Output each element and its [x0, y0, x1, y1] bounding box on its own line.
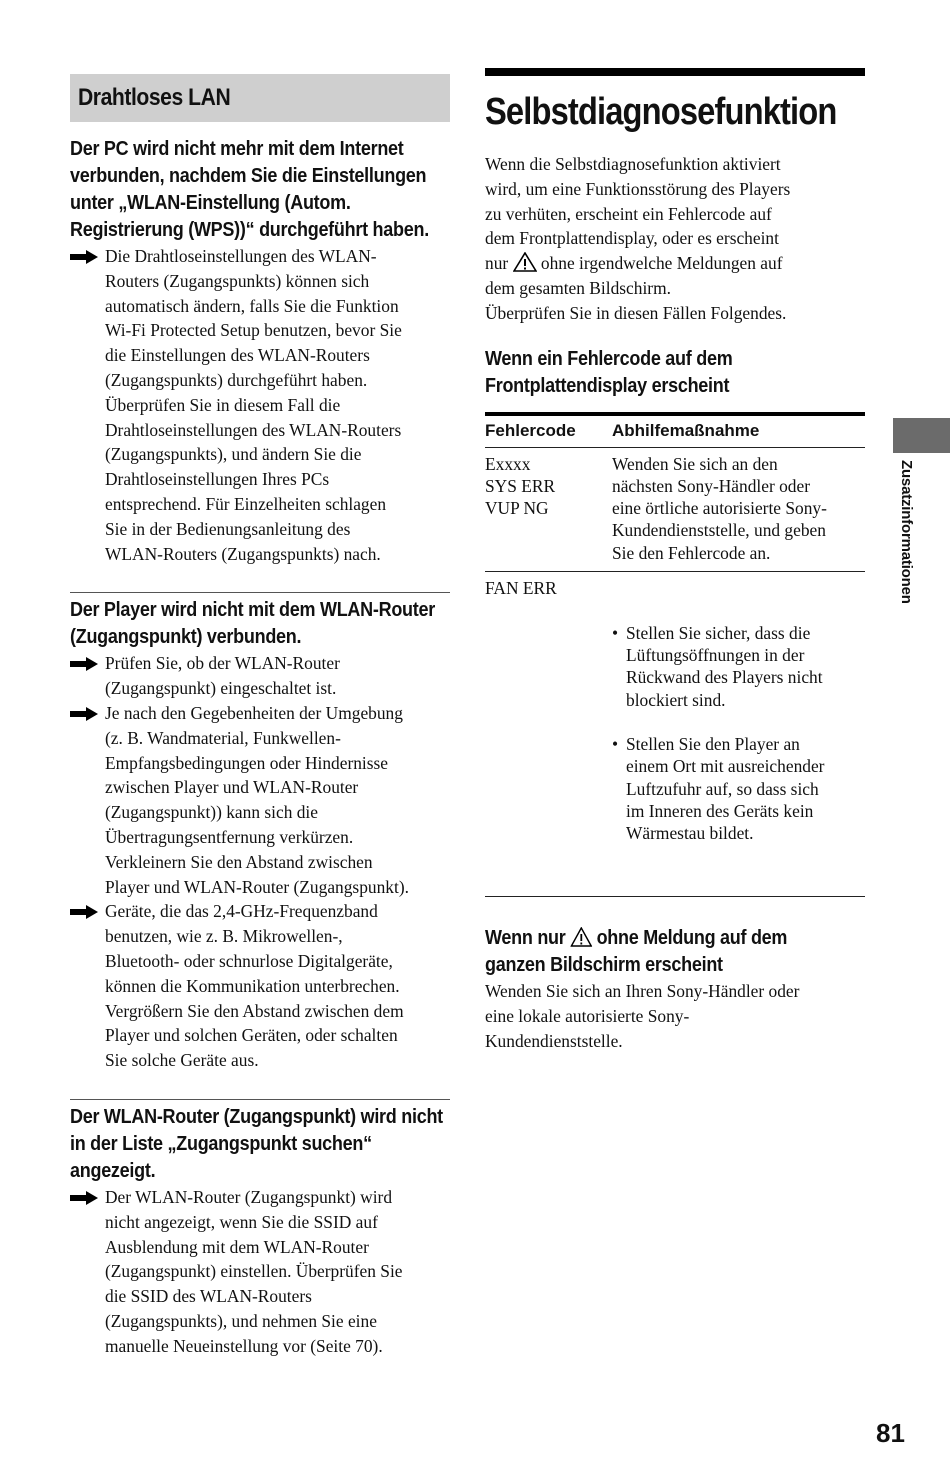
arrow-right-icon — [70, 1185, 105, 1209]
subhead2-text-2: ohne Meldung auf dem — [591, 927, 788, 950]
arrow-right-icon — [70, 651, 105, 675]
table-row — [485, 447, 865, 571]
answer-text: Die Drahtloseinstellungen des WLAN- Routers (Zugangspunkts) können sich automatisch ändern, falls Sie die Funktion Wi-Fi Protected Setup benutzen, bevor Sie die Einstellungen des WLAN-Routers (Zugangspunkts) durchgeführt haben. Überprüfen Sie in diesem Fall die Drahtloseinstellungen des WLAN-Routers (Zugangspunkts), und ändern Sie die Drahtloseinstellungen Ihres PCs entsprechend. Für Einzelheiten schlagen Sie in der Bedienungsanleitung des WLAN-Routers (Zugangspunkts) nach. — [105, 246, 402, 564]
error-table — [485, 412, 865, 898]
faq-item — [70, 1099, 450, 1359]
side-label — [893, 460, 923, 630]
remedy-list — [612, 599, 865, 867]
left-column — [70, 74, 450, 1358]
faq-item — [70, 136, 450, 566]
warning-triangle-icon — [570, 927, 592, 947]
subhead2-text-1: Wenn nur — [485, 927, 571, 950]
arrow-right-icon — [70, 899, 105, 923]
answer — [70, 1185, 450, 1359]
page-title: Selbstdiagnosefunktion — [485, 91, 837, 133]
list-item: • Stellen Sie den Player an einem Ort mit ausreichender Luftzufuhr auf, so dass sich im Inneren des Geräts kein Wärmestau bildet. — [612, 733, 865, 844]
list-item: • Stellen Sie sicher, dass die Lüftungsöffnungen in der Rückwand des Players nicht blockiert sind. — [612, 622, 865, 711]
faq-item — [70, 592, 450, 1073]
table-row — [485, 572, 865, 897]
side-tab-marker — [893, 418, 950, 453]
answer — [70, 651, 450, 701]
section-title: Drahtloses LAN — [78, 84, 231, 111]
answer-text: Der WLAN-Router (Zugangspunkt) wird nicht angezeigt, wenn Sie die SSID auf Ausblendung mit dem WLAN-Router (Zugangspunkt) einstellen. Überprüfen Sie die SSID des WLAN-Routers (Zugangspunkts), und nehmen Sie eine manuelle Neueinstellung vor (Seite 70). — [105, 1186, 403, 1356]
intro-text-2: ohne irgendwelche Meldungen auf dem gesamten Bildschirm. Überprüfen Sie in diesen Fällen Folgendes. — [485, 253, 787, 323]
remedy-cell: Wenden Sie sich an den nächsten Sony-Händler oder eine örtliche autorisierte Sony- Kundendienststelle, und geben Sie den Fehlercode an. — [612, 447, 865, 571]
right-column — [485, 68, 865, 1054]
subheading-error-code: Wenn ein Fehlercode auf dem Frontplattendisplay erscheint — [485, 347, 733, 397]
warning-triangle-icon — [513, 252, 537, 272]
answer-text: Je nach den Gegebenheiten der Umgebung (z. B. Wandmaterial, Funkwellen- Empfangsbedingungen oder Hindernisse zwischen Player und WLAN-Router (Zugangspunkt)) kann sich die Übertragungsentfernung verkürzen. Verkleinern Sie den Abstand zwischen Player und WLAN-Router (Zugangspunkt). — [105, 702, 409, 897]
error-code-cell: FAN ERR — [485, 572, 612, 897]
question-heading: Der WLAN-Router (Zugangspunkt) wird nicht in der Liste „Zugangspunkt suchen“ angezeigt. — [70, 1105, 443, 1182]
page-number: 81 — [876, 1418, 905, 1448]
table-header-row — [485, 414, 865, 448]
subheading-warning-only — [485, 925, 865, 979]
answer-text: Geräte, die das 2,4-GHz-Frequenzband benutzen, wie z. B. Mikrowellen-, Bluetooth- oder schnurlose Digitalgeräte, können die Kommunikation unterbrechen. Vergrößern Sie den Abstand zwischen dem Player und solchen Geräten, oder schalten Sie solche Geräte aus. — [105, 901, 404, 1071]
answer-text: Prüfen Sie, ob der WLAN-Router (Zugangspunkt) eingeschaltet ist. — [105, 653, 340, 699]
arrow-right-icon — [70, 701, 105, 725]
question-heading: Der Player wird nicht mit dem WLAN-Router (Zugangspunkt) verbunden. — [70, 599, 435, 649]
contact-paragraph: Wenden Sie sich an Ihren Sony-Händler oder eine lokale autorisierte Sony- Kundendienststelle. — [485, 981, 800, 1051]
intro-paragraph — [485, 152, 865, 326]
arrow-right-icon — [70, 244, 105, 268]
column-header: Abhilfemaßnahme — [612, 414, 865, 448]
side-label-text: Zusatzinformationen — [898, 460, 915, 604]
answer — [70, 701, 450, 899]
answer — [70, 244, 450, 566]
answer — [70, 899, 450, 1073]
error-code-cell: Exxxx SYS ERR VUP NG — [485, 447, 612, 571]
column-header: Fehlercode — [485, 414, 612, 448]
subhead2-line2: ganzen Bildschirm erscheint — [485, 954, 723, 977]
section-header-box — [70, 74, 450, 122]
title-rule — [485, 68, 865, 76]
question-heading: Der PC wird nicht mehr mit dem Internet verbunden, nachdem Sie die Einstellungen unter „WLAN-Einstellung (Autom. Registrierung (WPS))“ durchgeführt haben. — [70, 138, 429, 241]
remedy-cell — [612, 572, 865, 897]
intro-text-1: Wenn die Selbstdiagnosefunktion aktiviert wird, um eine Funktionsstörung des Players zu verhüten, erscheint ein Fehlercode auf dem Frontplattendisplay, oder es erscheint nur — [485, 154, 791, 274]
